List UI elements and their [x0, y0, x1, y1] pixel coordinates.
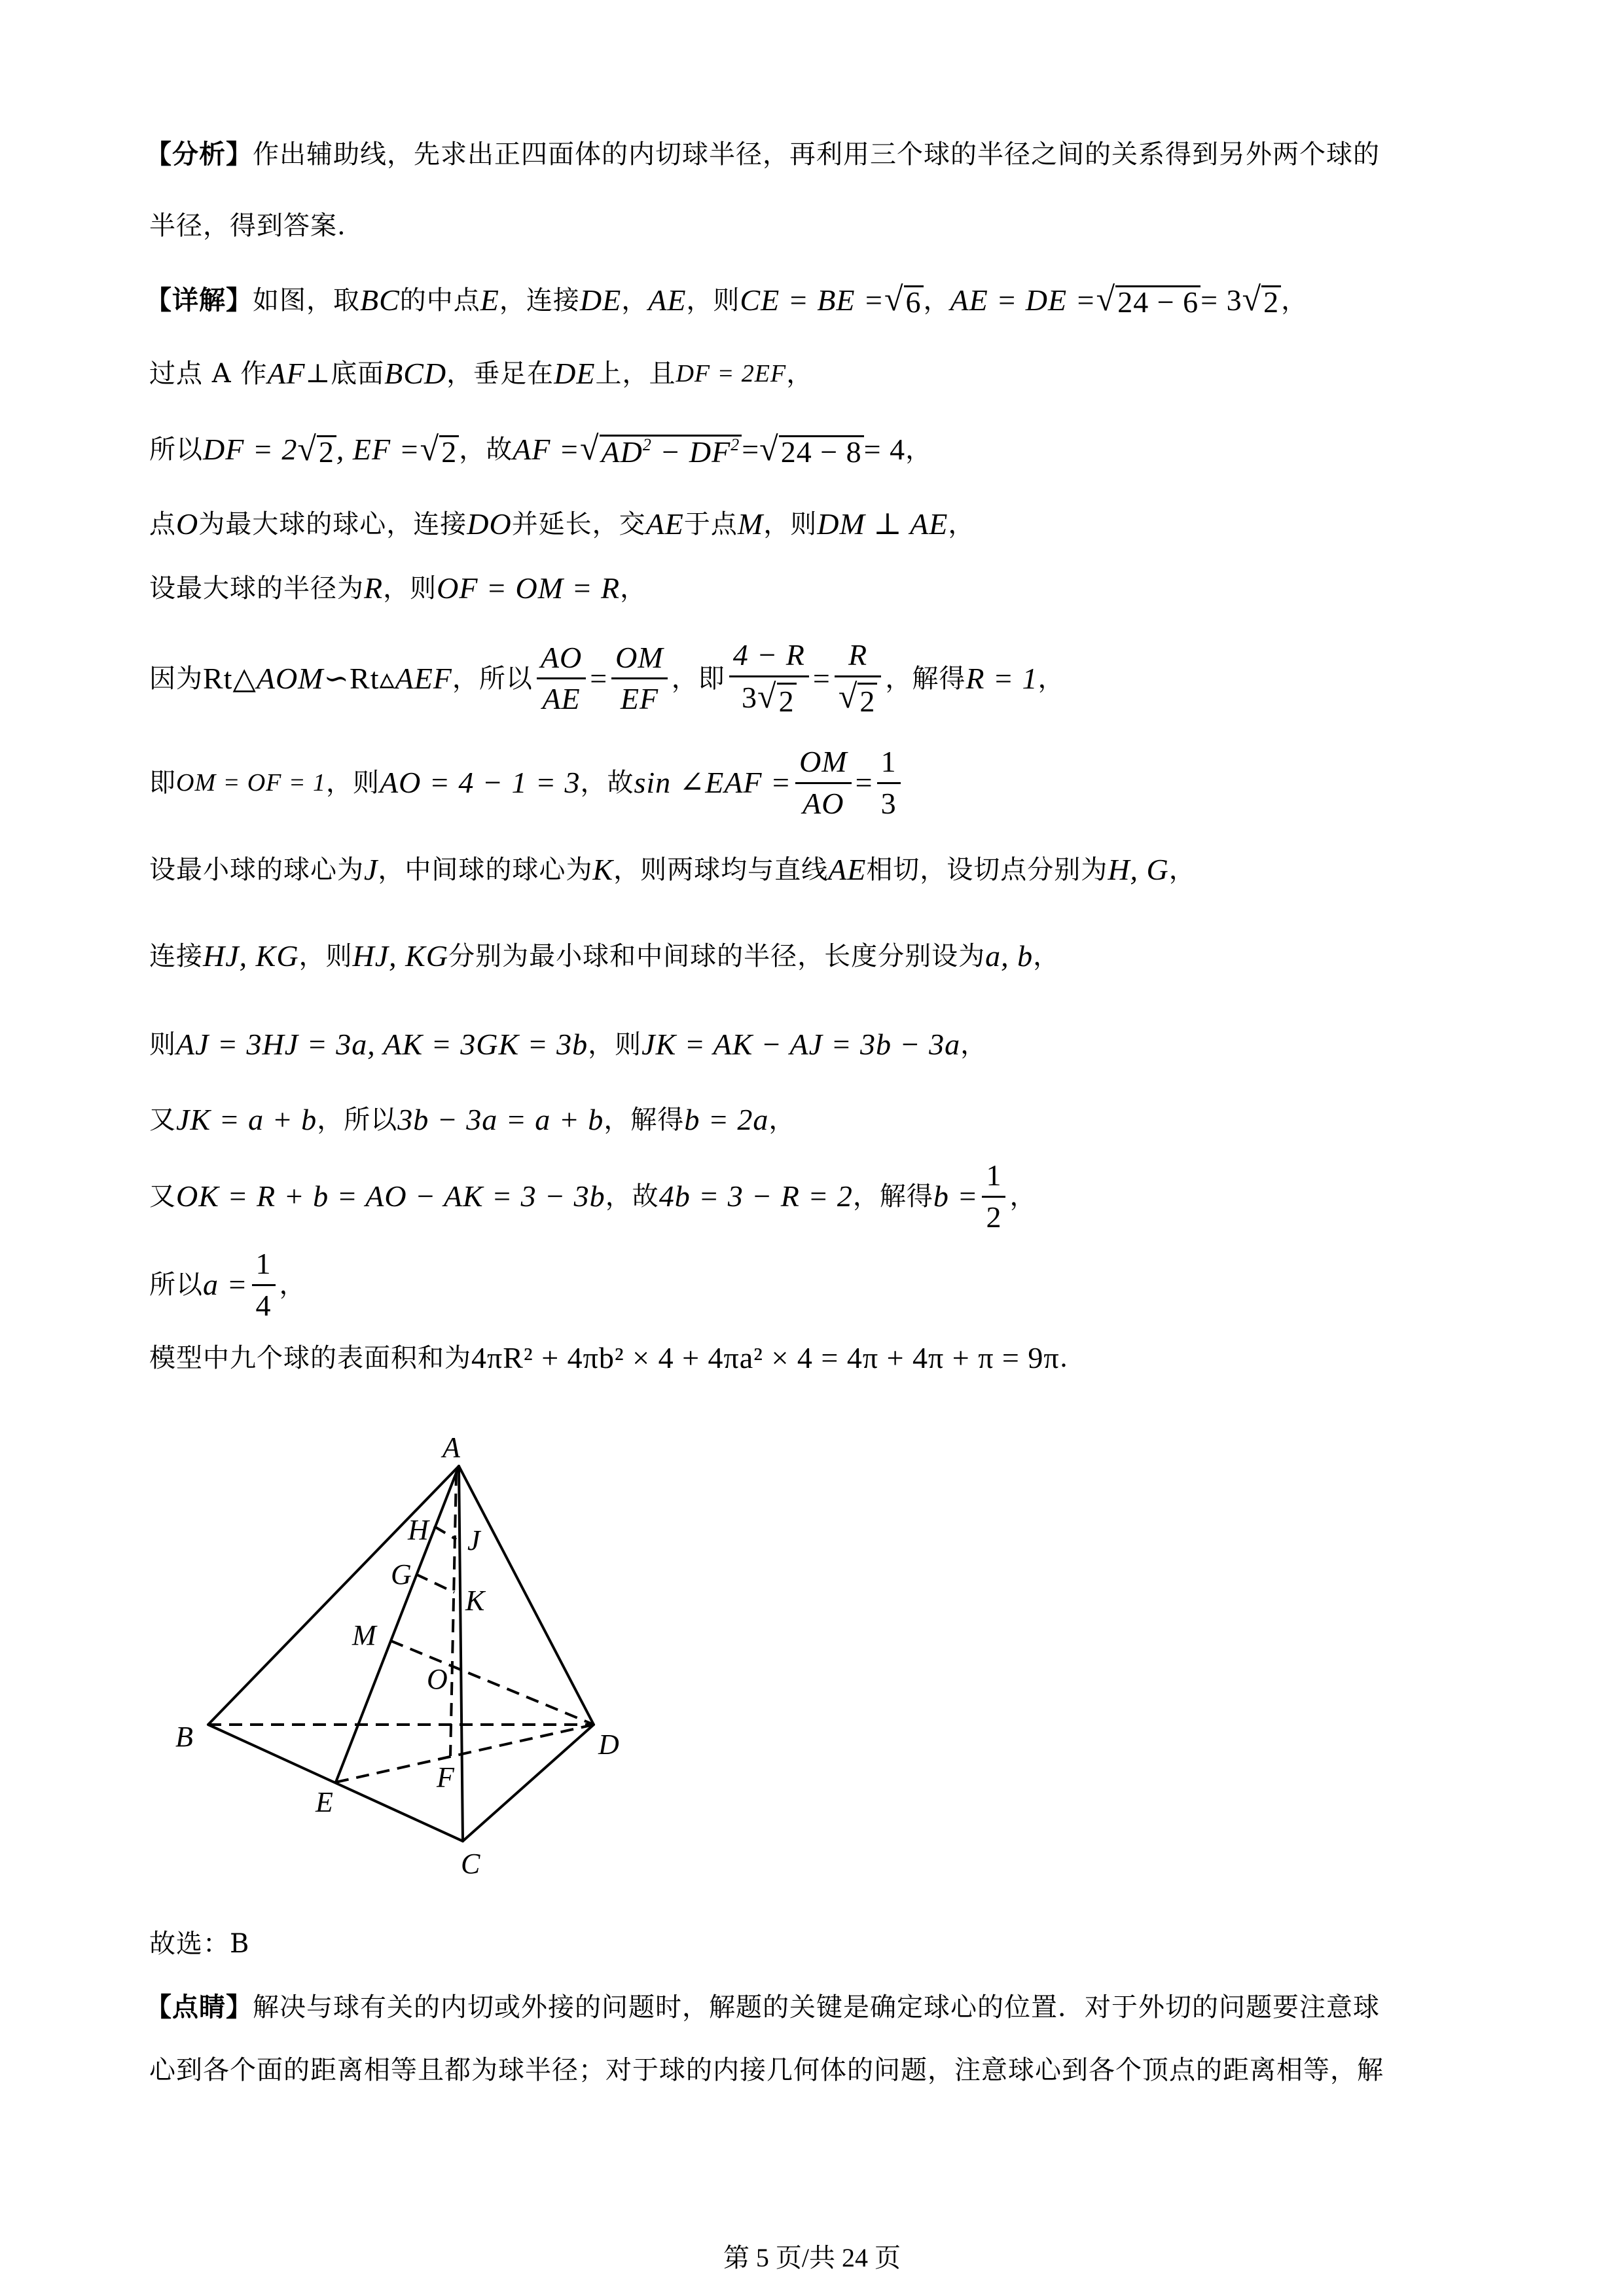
label-O: O [427, 1663, 448, 1695]
text: . [1059, 1343, 1069, 1373]
comment-tag: 【点睛】 [145, 1992, 253, 2022]
math: Rt△ [203, 661, 257, 695]
text: ，即 [671, 663, 725, 694]
sqrt-expression: √ 2 [1242, 283, 1282, 317]
math: = [590, 661, 608, 695]
text: ，故 [605, 1181, 659, 1212]
math: JK = AK − AJ = 3b − 3a [641, 1028, 961, 1061]
comment-line-1 [145, 1994, 1380, 2020]
math: JK = a + b [176, 1103, 317, 1136]
label-M: M [352, 1619, 376, 1651]
solution-line-7 [149, 745, 905, 821]
text: 所以 [149, 1270, 203, 1300]
solution-line-9 [149, 941, 1060, 971]
analysis-tag: 【分析】 [145, 139, 253, 170]
solution-line-13 [149, 1247, 306, 1323]
math: 4b = 3 − R = 2 [659, 1179, 853, 1213]
math: DE [554, 357, 596, 390]
math: AE [648, 283, 687, 317]
text: ， [620, 573, 647, 603]
text: ， [905, 435, 933, 465]
answer-line [149, 1931, 249, 1957]
text: ， [1033, 941, 1060, 971]
solution-line-12 [149, 1158, 1036, 1235]
label-D: D [598, 1729, 619, 1761]
math: = 3 [1200, 283, 1242, 317]
fraction: 4 − R 3 √ 2 [729, 638, 809, 719]
label-A: A [442, 1431, 460, 1463]
sqrt-expression: √ 6 [884, 283, 924, 317]
math: R = 1 [965, 661, 1038, 695]
analysis-line-1 [145, 141, 1380, 168]
text: 又 [149, 1181, 176, 1212]
tetrahedron-diagram [164, 1427, 661, 1898]
math: OF = OM = R [437, 571, 621, 605]
fraction: $\frac{1}{3}$ [877, 745, 901, 821]
math: E [480, 283, 499, 317]
text: ，则 [383, 573, 437, 603]
math: H, G [1108, 853, 1169, 886]
text: 所以 [149, 435, 203, 465]
math: AOM [256, 661, 324, 695]
solution-tag: 【详解】 [145, 284, 253, 315]
math: 4πR² + 4πb² × 4 + 4πa² × 4 = 4π + 4π + π = 9π [471, 1341, 1060, 1374]
text: ，则 [298, 941, 353, 971]
fraction: $\frac{OM}{EF}$ [611, 641, 668, 717]
text: ， [1009, 1181, 1037, 1212]
math: = [742, 433, 760, 466]
text: 并延长，交 [511, 509, 646, 539]
text: 上，且 [595, 359, 676, 389]
math: OK = R + b = AO − AK = 3 − 3b [176, 1179, 605, 1213]
math: AO = 4 − 1 = 3 [380, 766, 581, 800]
text: ，则 [686, 285, 740, 315]
text: ，解得 [604, 1105, 685, 1135]
text: ，故 [459, 435, 513, 465]
math: DF = 2EF [676, 360, 787, 387]
text: 为最大球的球心，连接 [198, 509, 467, 539]
text: ，所以 [452, 663, 533, 694]
text: 于点 [683, 509, 738, 539]
math: AEF [395, 661, 452, 695]
text: ， [923, 285, 950, 315]
text: ，中间球的球心为 [378, 855, 593, 885]
math: 3b − 3a = a + b [397, 1103, 604, 1136]
solution-line-3 [149, 432, 932, 467]
text: 如图，取 [253, 285, 360, 315]
analysis-text-cont: 半径，得到答案. [149, 211, 346, 241]
text: 又 [149, 1105, 176, 1135]
text: ， [279, 1270, 306, 1300]
sqrt-expression: √ 24 − 6 [1096, 283, 1201, 317]
fraction: $\frac{1}{4}$ [252, 1247, 276, 1323]
solution-line-6 [149, 638, 1065, 719]
label-J: J [467, 1524, 480, 1556]
text: 即 [149, 768, 176, 798]
solution-line-2 [149, 359, 813, 389]
label-H: H [408, 1514, 429, 1546]
math: HJ, KG [203, 939, 299, 973]
comment-line-2 [149, 2057, 1384, 2083]
text: 点 [149, 509, 176, 539]
comment-text: 解决与球有关的内切或外接的问题时，解题的关键是确定球心的位置．对于外切的问题要注意球 [253, 1992, 1380, 2022]
math: = [812, 661, 831, 695]
solution-line-11 [149, 1105, 795, 1135]
fraction: R √ 2 [835, 638, 882, 719]
fraction: $\frac{OM}{AO}$ [795, 745, 852, 821]
math: J [364, 853, 378, 886]
text: 则 [149, 1030, 176, 1060]
analysis-line-2 [149, 213, 346, 239]
text: ，解得 [852, 1181, 933, 1212]
tetrahedron-figure [164, 1427, 661, 1898]
text: ， [960, 1030, 988, 1060]
fraction: $\frac{AO}{AE}$ [537, 641, 586, 717]
math: AE [828, 853, 867, 886]
math: K [592, 853, 614, 886]
sqrt-expression: √ 24 − 8 [759, 433, 864, 467]
text: ， [948, 509, 975, 539]
label-C: C [461, 1848, 480, 1880]
text: ， [1281, 285, 1308, 315]
analysis-text: 作出辅助线，先求出正四面体的内切球半径，再利用三个球的半径之间的关系得到另外两个球的 [253, 139, 1380, 170]
math: AF = [513, 433, 580, 466]
label-F: F [437, 1761, 454, 1793]
text: 设最大球的半径为 [149, 573, 364, 603]
math: BC [360, 283, 400, 317]
solution-line-10 [149, 1030, 987, 1060]
label-G: G [391, 1558, 412, 1590]
comment-text-cont: 心到各个面的距离相等且都为球半径；对于球的内接几何体的问题，注意球心到各个顶点的距离相等，解 [149, 2055, 1384, 2085]
text: ，垂足在 [446, 359, 554, 389]
label-B: B [175, 1721, 193, 1753]
solution-line-8 [149, 855, 1196, 885]
math: b = [933, 1179, 979, 1213]
text: 模型中九个球的表面积和为 [149, 1343, 471, 1373]
math: AF [267, 357, 306, 390]
math: CE = BE = [740, 283, 884, 317]
text: ，则 [588, 1030, 642, 1060]
text: 的中点 [399, 285, 480, 315]
math: Rt▵ [350, 661, 395, 695]
text: ，则两球均与直线 [613, 855, 829, 885]
math: R [364, 571, 384, 605]
math: , EF = [336, 433, 420, 466]
text: ， [786, 359, 814, 389]
math: DO [467, 507, 512, 541]
sqrt-expression: √ $AD^2 - DF^2$ [580, 432, 742, 467]
text: ，则 [763, 509, 818, 539]
math: BCD [384, 357, 447, 390]
math: DF = 2 [203, 433, 298, 466]
math: ∽ [323, 661, 350, 695]
text: 相切，设切点分别为 [866, 855, 1108, 885]
sqrt-expression: √ 2 [420, 433, 460, 467]
math: DE [579, 283, 622, 317]
text: ，解得 [885, 663, 966, 694]
math: a, b [985, 939, 1034, 973]
solution-line-4 [149, 509, 975, 539]
solution-line-5 [149, 573, 647, 603]
math: a = [203, 1268, 248, 1302]
text: 设最小球的球心为 [149, 855, 364, 885]
math: DM ⊥ AE [817, 507, 948, 541]
answer-text: 故选：B [149, 1929, 250, 1959]
math: O [176, 507, 199, 541]
math: AE [645, 507, 684, 541]
math: AE = DE = [950, 283, 1096, 317]
fraction: $\frac{1}{2}$ [982, 1158, 1005, 1235]
page-number-footer: 第 5 页/共 24 页 [723, 2243, 901, 2272]
text: ，则 [326, 768, 380, 798]
math: = 4 [863, 433, 906, 466]
math: = [855, 766, 873, 800]
math: OM = OF = 1 [176, 769, 327, 797]
solution-line-14 [149, 1343, 1068, 1373]
text: ， [1038, 663, 1065, 694]
math: b = 2a [684, 1103, 769, 1136]
label-K: K [465, 1585, 485, 1617]
text: 过点 A 作 [149, 359, 268, 389]
text: 因为 [149, 663, 203, 694]
text: ， [1168, 855, 1196, 885]
text: ⊥底面 [305, 359, 385, 389]
math: HJ, KG [352, 939, 449, 973]
math: M [737, 507, 764, 541]
text: ， [768, 1105, 796, 1135]
solution-line-1 [145, 283, 1308, 317]
text: ，连接 [499, 285, 580, 315]
math: sin ∠EAF = [634, 766, 792, 800]
text: ，故 [580, 768, 634, 798]
text: 分别为最小球和中间球的半径，长度分别设为 [448, 941, 986, 971]
text: 连接 [149, 941, 203, 971]
text: ， [621, 285, 649, 315]
sqrt-expression: √ 2 [297, 433, 336, 467]
label-E: E [316, 1786, 333, 1818]
text: ，所以 [317, 1105, 398, 1135]
math: AJ = 3HJ = 3a, AK = 3GK = 3b [176, 1028, 588, 1061]
